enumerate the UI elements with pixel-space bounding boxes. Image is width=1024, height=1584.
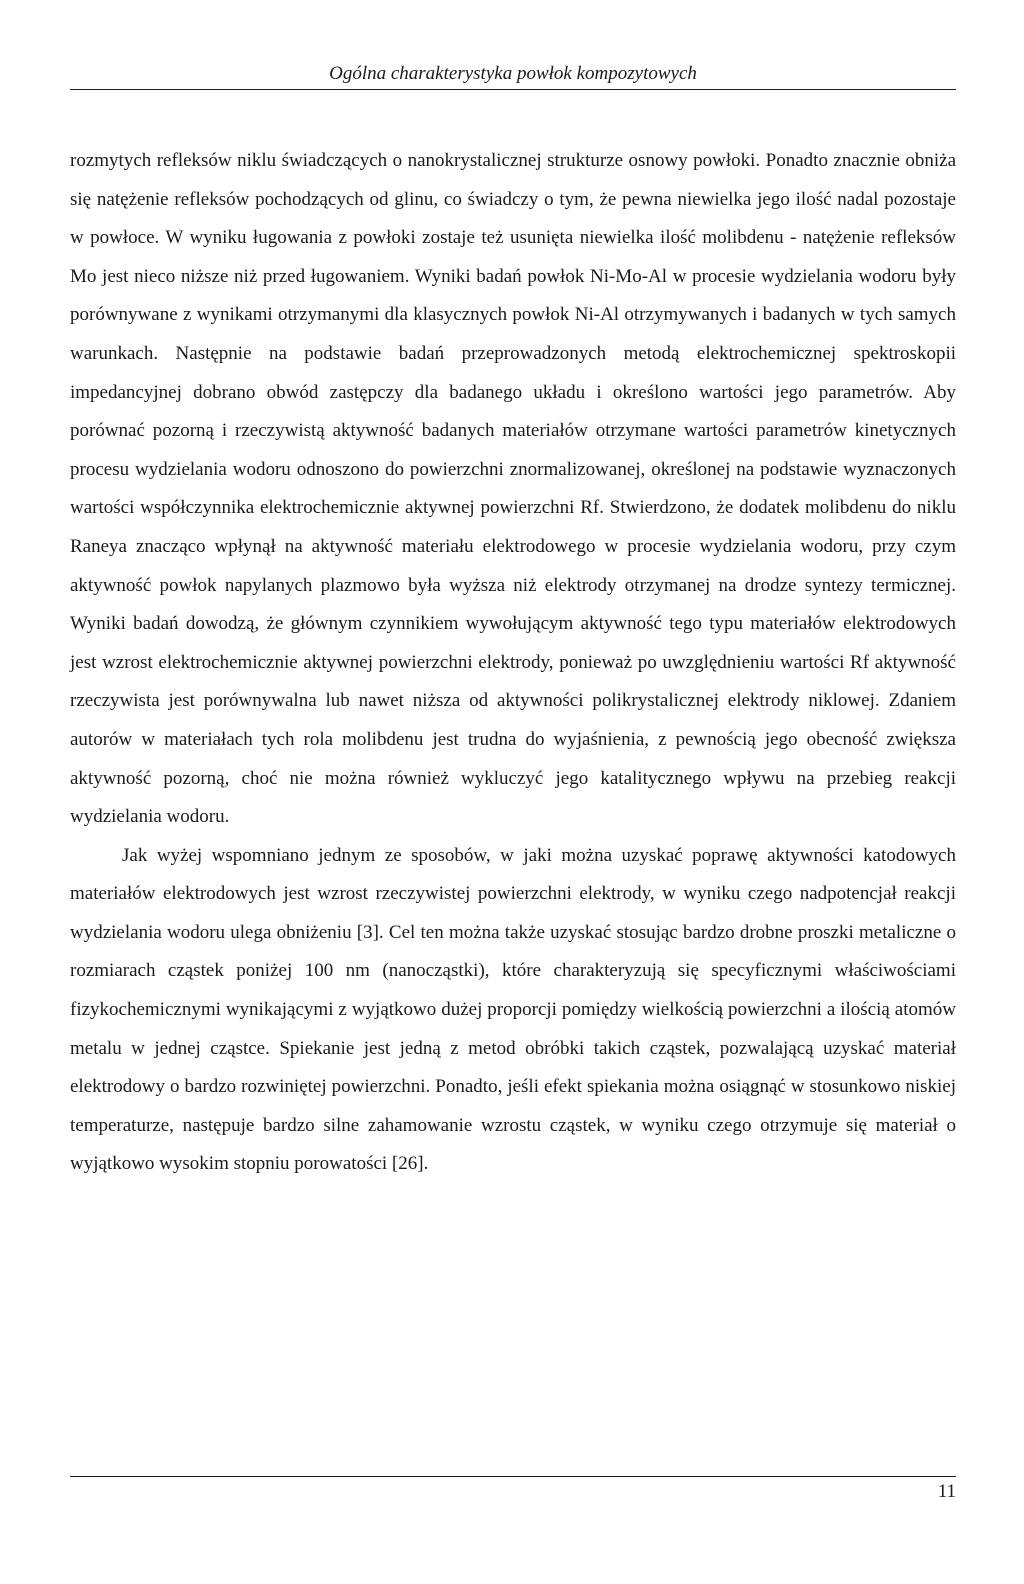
body-text xyxy=(70,142,956,1184)
page-number: 11 xyxy=(937,1481,956,1502)
footer-divider xyxy=(70,1476,956,1477)
running-header: Ogólna charakterystyka powłok kompozytowych xyxy=(329,63,697,84)
paragraph-continuation: rozmytych refleksów niklu świadczących o nanokrystalicznej strukturze osnowy powłoki. Ponadto znacznie obniża się natężenie refleksów pochodzących od glinu, co świadczy o tym, że pewna niewielka jego ilość nadal pozostaje w powłoce. W wyniku ługowania z powłoki zostaje też usunięta niewielka ilość molibdenu - natężenie refleksów Mo jest nieco niższe niż przed ługowaniem. Wyniki badań powłok Ni-Mo-Al w procesie wydzielania wodoru były porównywane z wynikami otrzymanymi dla klasycznych powłok Ni-Al otrzymywanych i badanych w tych samych warunkach. Następnie na podstawie badań przeprowadzonych metodą elektrochemicznej spektroskopii impedancyjnej dobrano obwód zastępczy dla badanego układu i określono wartości jego parametrów. Aby porównać pozorną i rzeczywistą aktywność badanych materiałów otrzymane wartości parametrów kinetycznych procesu wydzielania wodoru odnoszono do powierzchni znormalizowanej, określonej na podstawie wyznaczonych wartości współczynnika elektrochemicznie aktywnej powierzchni Rf. Stwierdzono, że dodatek molibdenu do niklu Raneya znacząco wpłynął na aktywność materiału elektrodowego w procesie wydzielania wodoru, przy czym aktywność powłok napylanych plazmowo była wyższa niż elektrody otrzymanej na drodze syntezy termicznej. Wyniki badań dowodzą, że głównym czynnikiem wywołującym aktywność tego typu materiałów elektrodowych jest wzrost elektrochemicznie aktywnej powierzchni elektrody, ponieważ po uwzględnieniu wartości Rf aktywność rzeczywista jest porównywalna lub nawet niższa od aktywności polikrystalicznej elektrody niklowej. Zdaniem autorów w materiałach tych rola molibdenu jest trudna do wyjaśnienia, z pewnością jego obecność zwiększa aktywność pozorną, choć nie można również wykluczyć jego katalitycznego wpływu na przebieg reakcji wydzielania wodoru. xyxy=(70,150,956,828)
header-divider xyxy=(70,89,956,90)
paragraph-sintering: Jak wyżej wspomniano jednym ze sposobów, w jaki można uzyskać poprawę aktywności katodowych materiałów elektrodowych jest wzrost rzeczywistej powierzchni elektrody, w wyniku czego nadpotencjał reakcji wydzielania wodoru ulega obniżeniu [3]. Cel ten można także uzyskać stosując bardzo drobne proszki metaliczne o rozmiarach cząstek poniżej 100 nm (nanocząstki), które charakteryzują się specyficznymi właściwościami fizykochemicznymi wynikającymi z wyjątkowo dużej proporcji pomiędzy wielkością powierzchni a ilością atomów metalu w jednej cząstce. Spiekanie jest jedną z metod obróbki takich cząstek, pozwalającą uzyskać materiał elektrodowy o bardzo rozwiniętej powierzchni. Ponadto, jeśli efekt spiekania można osiągnąć w stosunkowo niskiej temperaturze, następuje bardzo silne zahamowanie wzrostu cząstek, w wyniku czego otrzymuje się materiał o wyjątkowo wysokim stopniu porowatości [26]. xyxy=(70,844,956,1175)
